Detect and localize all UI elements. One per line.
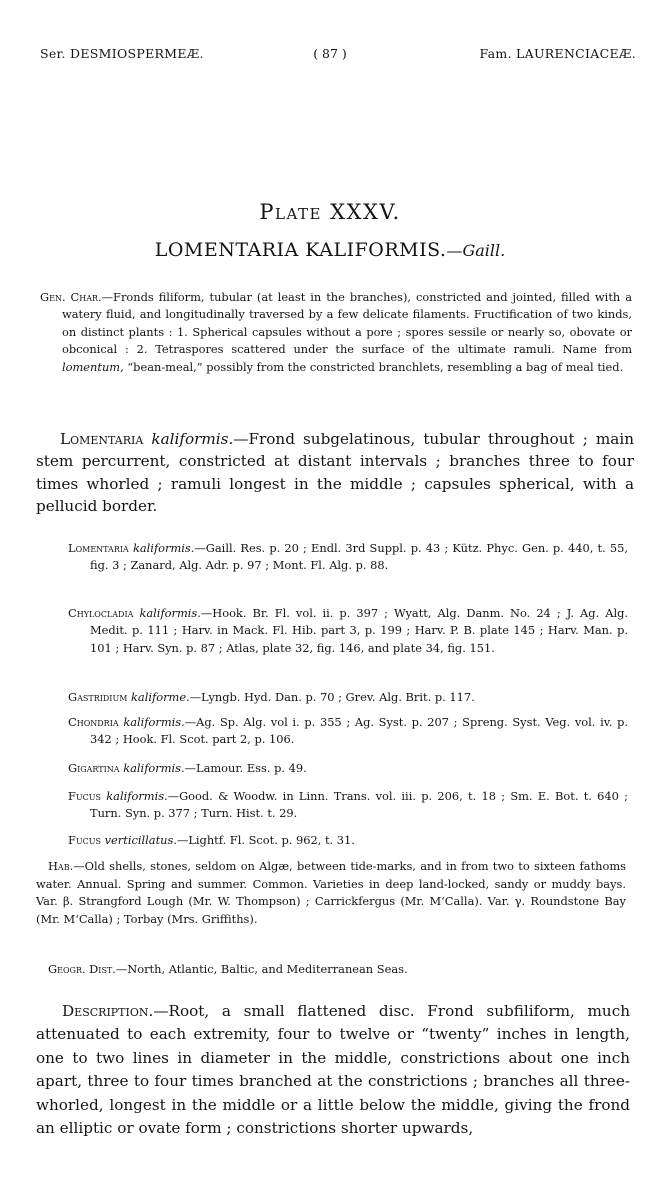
running-head-family: Fam. LAURENCIACEÆ.	[479, 46, 636, 61]
generic-character-text: —Fronds filiform, tubular (at least in the branches), constricted and jointed, filled with a watery fluid, and longitudinally traversed by a few delicate filaments. Fructification of two kinds, on distinct plants : 1. Spherical capsules without a pore ; spores sessile or nearly so, obovate or obconical : 2. Tetraspores scattered under the surface of the ultimate ramuli. Name from	[62, 290, 633, 357]
synonym-species: kaliformis.	[123, 715, 185, 729]
synonym-refs: —Lamour. Ess. p. 49.	[184, 761, 307, 775]
synonym-refs: —Lyngb. Hyd. Dan. p. 70 ; Grev. Alg. Brit. p. 117.	[189, 690, 475, 704]
synonym-genus: Gigartina	[68, 761, 120, 775]
running-head-series: Ser. DESMIOSPERMEÆ.	[40, 46, 204, 61]
synonym-refs: —Gaill. Res. p. 20 ; Endl. 3rd Suppl. p. 43 ; Kütz. Phyc. Gen. p. 440, t. 55, fig. 3 ; Zanard, Alg. Adr. p. 97 ; Mont. Fl. Alg. p. 88.	[90, 541, 629, 573]
habitat	[36, 858, 626, 928]
geographic-distribution-label: Geogr. Dist.	[48, 962, 116, 976]
synonym-entry	[68, 689, 628, 706]
generic-character	[40, 289, 632, 376]
synonym-entry	[68, 714, 628, 749]
geographic-distribution-text: —North, Atlantic, Baltic, and Mediterranean Seas.	[115, 962, 408, 976]
generic-character-text-end: “bean-meal,” possibly from the constricted branchlets, resembling a bag of meal tied.	[123, 359, 624, 374]
species-authority: —Gaill.	[446, 241, 506, 260]
habitat-label: Hab.	[48, 859, 74, 873]
synonym-species: kaliforme.	[131, 690, 190, 704]
generic-character-paragraph	[40, 289, 632, 376]
synonym-species: kaliformis.	[123, 761, 185, 775]
description-label: Description.	[62, 1002, 154, 1020]
habitat-text: —Old shells, stones, seldom on Algæ, between tide-marks, and in from two to sixteen fathoms water. Annual. Spring and summer. Common. Varieties in deep land-locked, sandy or muddy bays. Var. β. Strangford Lough (Mr. W. Thompson) ; Carrickfergus (Mr. M‘Calla). Var. γ. Roundstone Bay (Mr. M‘Calla) ; Torbay (Mrs. Griffiths).	[36, 859, 626, 926]
synonym-genus: Chondria	[68, 715, 119, 729]
synonym-refs: —Ag. Sp. Alg. vol i. p. 355 ; Ag. Syst. p. 207 ; Spreng. Syst. Veg. vol. iv. p. 342 ; Hook. Fl. Scot. part 2, p. 106.	[90, 715, 629, 747]
synonym-refs: —Good. & Woodw. in Linn. Trans. vol. iii. p. 206, t. 18 ; Sm. E. Bot. t. 640 ; Turn. Syn. p. 377 ; Turn. Hist. t. 29.	[90, 789, 628, 821]
synonym-genus: Chylocladia	[68, 606, 134, 620]
diagnosis-species: kaliformis.	[151, 430, 234, 448]
page-number: ( 87 )	[313, 46, 347, 61]
species-title	[0, 239, 660, 261]
synonym-entry	[68, 760, 628, 777]
synonym-refs: —Lightf. Fl. Scot. p. 962, t. 31.	[176, 833, 355, 847]
synonym-entry	[68, 540, 628, 575]
running-head	[0, 46, 660, 68]
synonym-refs: —Hook. Br. Fl. vol. ii. p. 397 ; Wyatt, Alg. Danm. No. 24 ; J. Ag. Alg. Medit. p. 111 ; Harv. in Mack. Fl. Hib. part 3, p. 199 ; Harv. P. B. plate 145 ; Harv. Man. p. 101 ; Harv. Syn. p. 87 ; Atlas, plate 32, fig. 146, and plate 34, fig. 151.	[90, 606, 628, 655]
species-diagnosis	[36, 428, 634, 518]
synonym-species: kaliformis.	[139, 606, 201, 620]
plate-title: Plate XXXV.	[259, 200, 401, 224]
synonym-species: kaliformis.	[132, 541, 195, 555]
diagnosis-genus: Lomentaria	[60, 430, 144, 448]
generic-character-word: lomentum,	[62, 359, 124, 374]
species-name: LOMENTARIA KALIFORMIS.	[154, 239, 447, 261]
synonym-entry	[68, 832, 628, 849]
geographic-distribution-paragraph	[48, 961, 628, 978]
synonym-entry	[68, 788, 628, 823]
synonym-genus: Gastridium	[68, 690, 128, 704]
synonym-genus: Fucus	[68, 833, 101, 847]
synonym-genus: Fucus	[68, 789, 101, 803]
geographic-distribution	[48, 961, 628, 978]
diagnosis-text: —Frond subgelatinous, tubular throughout ; main stem percurrent, constricted at distant intervals ; branches three to four times whorled ; ramuli longest in the middle ; capsules spherical, with a pellucid border.	[36, 430, 635, 516]
species-diagnosis-paragraph	[36, 428, 634, 518]
synonym-species: kaliformis.	[106, 789, 168, 803]
description-text: —Root, a small flattened disc. Frond subfiliform, much attenuated to each extremity, four to twelve or “twenty” inches in length, one to two lines in diameter in the middle, constrictions about one inch apart, three to four times branched at the constrictions ; branches all three-whorled, longest in the middle or a little below the middle, giving the frond an elliptic or ovate form ; constrictions shorter upwards,	[36, 1002, 630, 1138]
description-paragraph	[36, 1000, 630, 1140]
synonym-species: verticillatus.	[104, 833, 177, 847]
habitat-paragraph	[36, 858, 626, 928]
synonym-entry	[68, 605, 628, 657]
generic-character-label: Gen. Char.	[40, 290, 102, 304]
synonym-genus: Lomentaria	[68, 541, 129, 555]
description	[36, 1000, 630, 1140]
